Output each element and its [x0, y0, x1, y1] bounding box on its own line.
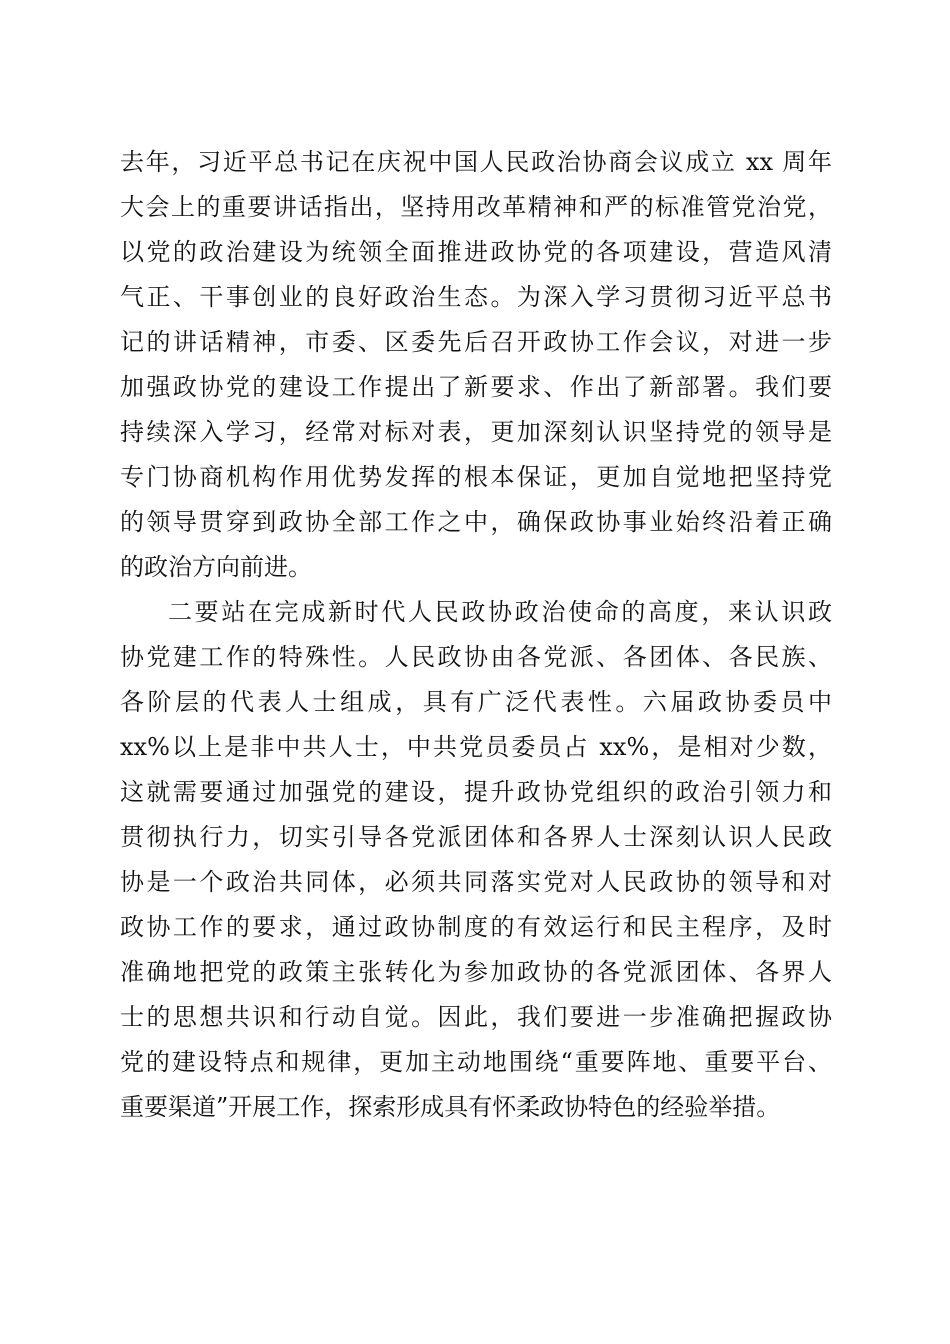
paragraph-line: xx%以上是非中共人士，中共党员委员占 xx%，是相对少数，	[120, 733, 832, 761]
paragraph-line: 专门协商机构作用优势发挥的根本保证，更加自觉地把坚持党	[120, 463, 832, 491]
paragraph-line: 协是一个政治共同体，必须共同落实党对人民政协的领导和对	[120, 868, 832, 896]
paragraph-line: 重要渠道”开展工作，探索形成具有怀柔政协特色的经验举措。	[120, 1093, 781, 1121]
paragraph-line: 这就需要通过加强党的建设，提升政协党组织的政治引领力和	[120, 778, 832, 806]
paragraph-line: 记的讲话精神，市委、区委先后召开政协工作会议，对进一步	[120, 328, 832, 356]
paragraph-line: 气正、干事创业的良好政治生态。为深入学习贯彻习近平总书	[120, 283, 832, 311]
paragraph-line: 二要站在完成新时代人民政协政治使命的高度，来认识政	[168, 598, 832, 626]
paragraph-line: 党的建设特点和规律，更加主动地围绕“重要阵地、重要平台、	[120, 1048, 832, 1076]
paragraph-line: 加强政协党的建设工作提出了新要求、作出了新部署。我们要	[120, 373, 832, 401]
paragraph-line: 以党的政治建设为统领全面推进政协党的各项建设，营造风清	[120, 238, 832, 266]
paragraph-line: 的政治方向前进。	[120, 553, 312, 581]
paragraph-line: 持续深入学习，经常对标对表，更加深刻认识坚持党的领导是	[120, 418, 832, 446]
paragraph-line: 的领导贯穿到政协全部工作之中，确保政协事业始终沿着正确	[120, 508, 832, 536]
paragraph-line: 准确地把党的政策主张转化为参加政协的各党派团体、各界人	[120, 958, 832, 986]
paragraph-2	[120, 590, 832, 1130]
paragraph-line: 政协工作的要求，通过政协制度的有效运行和民主程序，及时	[120, 913, 832, 941]
paragraph-line: 贯彻执行力，切实引导各党派团体和各界人士深刻认识人民政	[120, 823, 832, 851]
paragraph-line: 协党建工作的特殊性。人民政协由各党派、各团体、各民族、	[120, 643, 832, 671]
paragraph-line: 大会上的重要讲话指出，坚持用改革精神和严的标准管党治党，	[120, 193, 832, 221]
paragraph-line: 去年，习近平总书记在庆祝中国人民政治协商会议成立 xx 周年	[120, 148, 832, 176]
document-body	[120, 140, 832, 1130]
paragraph-line: 士的思想共识和行动自觉。因此，我们要进一步准确把握政协	[120, 1003, 832, 1031]
paragraph-line: 各阶层的代表人士组成，具有广泛代表性。六届政协委员中	[120, 688, 832, 716]
paragraph-1	[120, 140, 832, 590]
